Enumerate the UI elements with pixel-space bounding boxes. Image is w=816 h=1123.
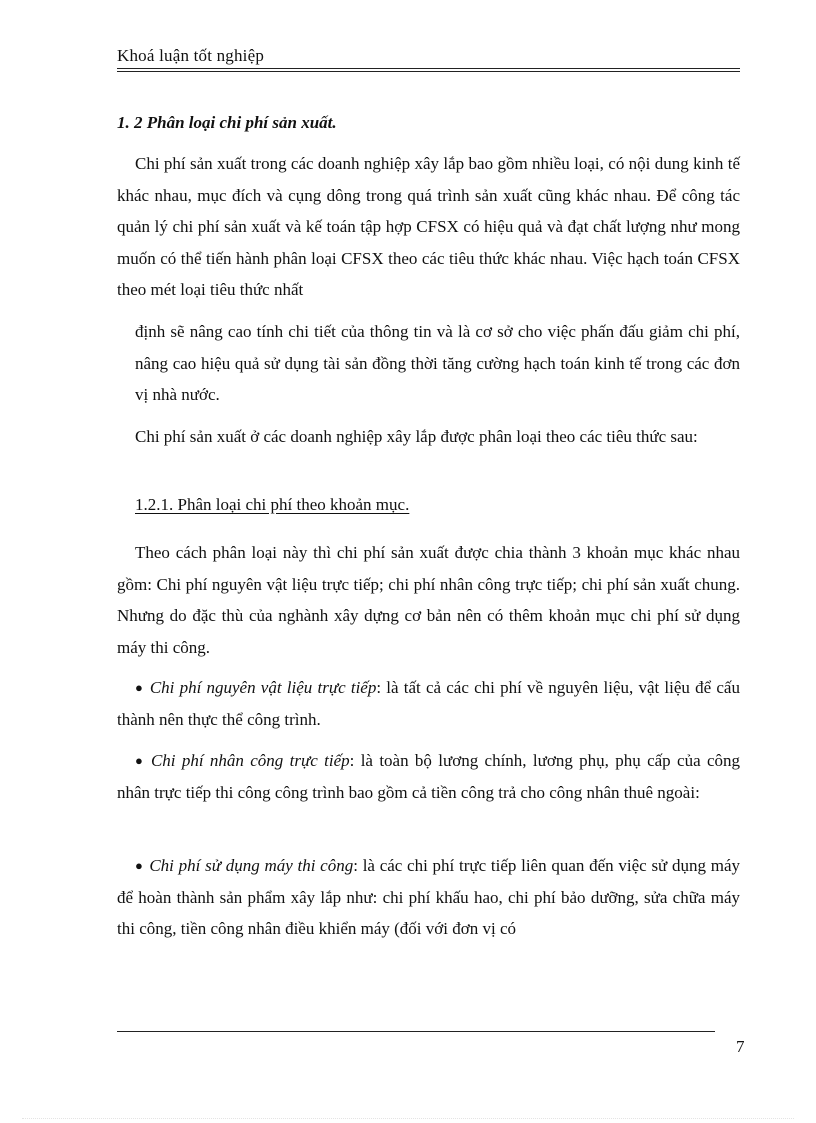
- paragraph-criteria: Chi phí sản xuất ở các doanh nghiệp xây lắp được phân loại theo các tiêu thức sau:: [135, 427, 698, 446]
- bullet-term: Chi phí nhân công trực tiếp: [150, 751, 350, 770]
- bullet-icon: ●: [135, 753, 145, 768]
- bullet-icon: ●: [135, 858, 144, 873]
- bullet-item-labor: [117, 745, 740, 808]
- bullet-term: Chi phí sử dụng máy thi công: [149, 856, 354, 875]
- bullet-icon: ●: [135, 680, 144, 695]
- paragraph-classification: Theo cách phân loại này thì chi phí sản xuất được chia thành 3 khoản mục khác nhau gồm: Chi phí nguyên vật liệu trực tiếp; chi phí nhân công trực tiếp; chi phí sản xuất chung. Nhưng do đặc thù của nghành xây dựng cơ bản nên có thêm khoản mục chi phí sử dụng máy thi công.: [117, 543, 740, 657]
- bullet-text: : là các chi phí trực tiếp liên quan đến việc sử dụng máy để hoàn thành sản phẩm xây lắp như: chi phí khấu hao, chi phí bảo dưỡng, sửa chữa máy thi công, tiền công nhân điều khiển máy (đối với đơn vị có: [117, 856, 741, 938]
- paragraph-intro: Chi phí sản xuất trong các doanh nghiệp xây lắp bao gồm nhiều loại, có nội dung kinh tế khác nhau, mục đích và cụng dông trong quá trình sản xuất cũng khác nhau. Để công tác quản lý chi phí sản xuất và kế toán tập hợp CFSX có hiệu quả và đạt chất lượng như mong muốn có thể tiến hành phân loại CFSX theo các tiêu thức khác nhau. Việc hạch toán CFSX theo mét loại tiêu thức nhất: [117, 154, 740, 299]
- running-header: Khoá luận tốt nghiệp: [117, 46, 265, 65]
- paragraph-continuation: định sẽ nâng cao tính chi tiết của thông tin và là cơ sở cho việc phấn đấu giảm chi phí, nâng cao hiệu quả sử dụng tài sản đồng thời tăng cường hạch toán kinh tế trong các đơn vị nhà nước.: [135, 322, 740, 404]
- bullet-text: : là toàn bộ lương chính, lương phụ, phụ cấp của công nhân trực tiếp thi công công trình bao gồm cả tiền công trả cho công nhân thuê ngoài:: [117, 751, 741, 802]
- page-number: 7: [736, 1037, 745, 1056]
- header-rule-top: [117, 68, 740, 69]
- section-heading: 1. 2 Phân loại chi phí sản xuất.: [117, 113, 337, 132]
- page-bottom-dotted-line: [22, 1118, 794, 1119]
- header-rule-bottom: [117, 71, 740, 72]
- bullet-item-materials: [117, 672, 740, 735]
- bullet-item-machinery: [117, 850, 740, 945]
- bullet-term: Chi phí nguyên vật liệu trực tiếp: [149, 678, 377, 697]
- subsection-heading: 1.2.1. Phân loại chi phí theo khoản mục.: [135, 495, 410, 514]
- bullet-text: : là tất cả các chi phí về nguyên liệu, vật liệu để cấu thành nên thực thể công trình.: [117, 678, 740, 729]
- footer-rule: [117, 1031, 715, 1032]
